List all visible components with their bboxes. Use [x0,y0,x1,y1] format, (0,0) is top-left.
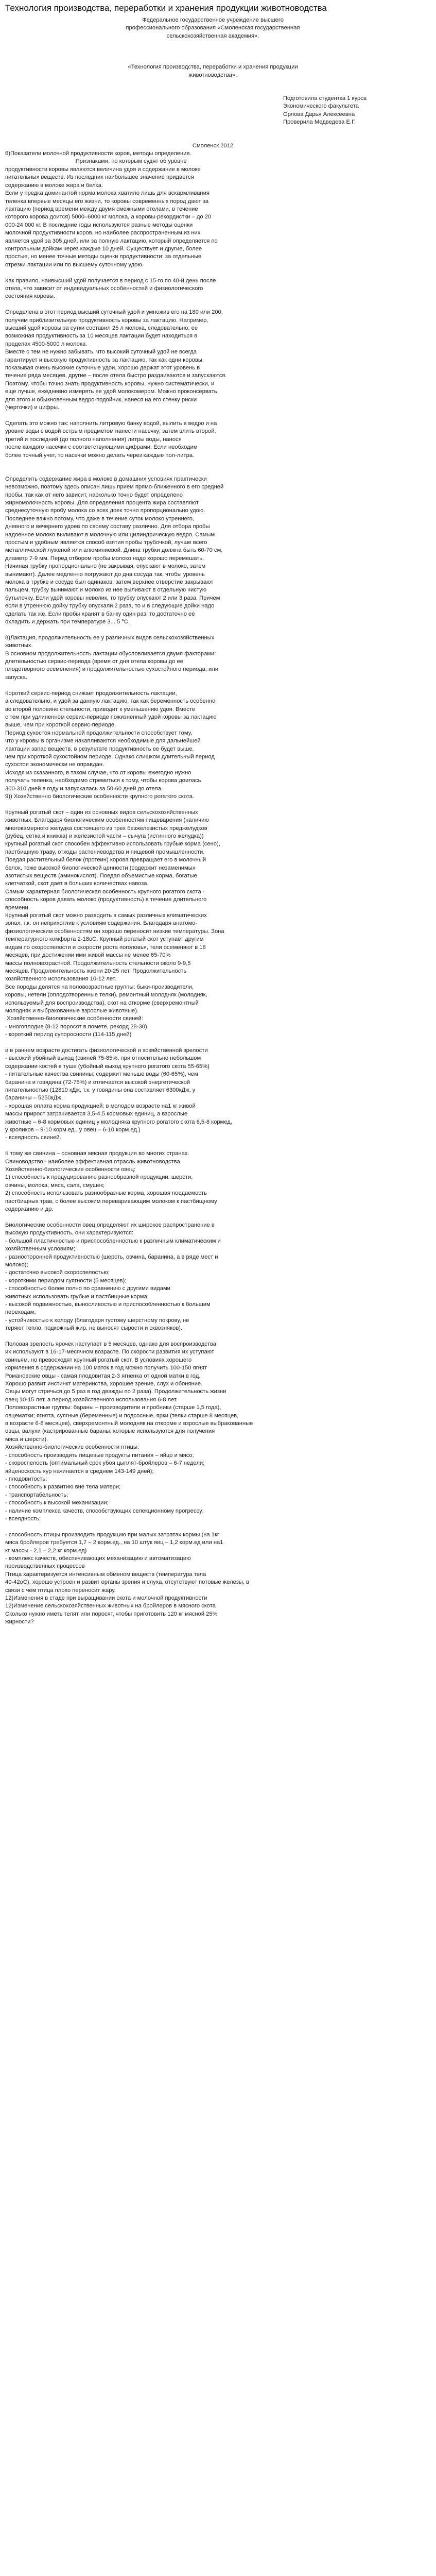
text-line: питательностью (12810 кДж, т.к. у говядины она составляет 6300кДж, у [5,1087,196,1093]
text-line: времени. [5,904,30,911]
text-line: жирности? [5,1619,34,1625]
text-line: возможная продуктивность за 10 месяцев лактации будет находиться в [5,333,198,340]
text-line: выше, чем при короткой сервис-периоде. [5,722,116,728]
text-line: Поедая растительный белок (протеин) корова превращает его в молочный [5,857,206,863]
text-line: Поэтому, чтобы точно знать продуктивность коровы, нужно систематически, и [5,380,215,387]
text-line: Смоленск 2012 [192,142,234,149]
text-line: для этого и обыкновенным ведро-подойник, нанеся на его стенку риски [5,396,197,403]
text-line: кг массы - 2,1 – 2,2 кг корм.ед) [5,1547,87,1554]
text-line: - плодовитость; [5,1476,47,1482]
text-line: молодняк и выбракованные взрослые животные). [5,1007,139,1014]
text-line: животных. Благодаря биологическим особенностям пищеварения (наличию [5,817,209,824]
text-line: месяцев. Продолжительность жизни 20-25 лет. Продолжительность [5,968,187,974]
text-line: - достаточно высокой скороспелостью; [5,1269,110,1276]
text-line: которого корова доится) 5000–6000 кг молока, а коровы-рекордистки – до 20 [5,214,212,221]
text-line [5,682,421,689]
text-line: связи с чем птица плохо переносит жару. [5,1587,116,1594]
text-line: Сколько нужно иметь телят или поросят, чтобы приготовить 120 кг мясной 25% [5,1611,218,1617]
text-line: - скороспелость (оптимальный срок убоя цыплят-бройлеров – 6-7 недели; [5,1460,205,1467]
text-line: - способность к развитию вне тела матери; [5,1484,121,1490]
signature-block [5,95,421,127]
text-line: яйценоскость кур начинается в среднем 143-149 дней); [5,1468,154,1475]
text-line: - высокой подвижностью, выносливостью и приспособленностью к большим [5,1301,211,1308]
text-line: зонах, т.к. он неприхотлив к условиям содержания. Благодаря анатомо- [5,920,198,927]
centered-block [5,142,421,150]
text-line: - способность производить пищевые продукты питания – яйцо и мясо; [5,1452,194,1459]
text-line: отрезки лактации или по высшему суточному удою. [5,261,144,268]
text-line: Хозяйственно-биологические особенности свиней: [5,1015,143,1022]
text-line: длительностью сервис-периода (время от дня отела коровы до ее [5,658,183,665]
text-line: Птица характеризуется интенсивным обменом веществ (температура тела [5,1571,206,1578]
text-line: сделать так же. Если пробы хранят в банку один раз, то достаточно ее [5,611,195,617]
text-line: теряют тепло, подкожный жир, не выносят сырости и сквозняков). [5,1325,183,1332]
text-line: Определена в этот период высший суточный удой и умножив его на 180 или 200, [5,309,223,316]
text-line: Хорошо развит инстинкт материнства, хорошее зрение, слух и обоняние. [5,1381,203,1387]
text-line: - устойчивостью к холоду (благодаря густому шерстному покрову, не [5,1317,189,1324]
text-line: массы прирост затрачивается 3,5-4,5 кормовых единиц, а взрослые [5,1111,188,1117]
text-line: если в утреннюю дойку трубку опускали 2 раза, то и в следующие дойки надо [5,603,215,609]
text-line: высший удой коровы за сутки составил 25 л молока, следовательно, ее [5,325,198,331]
text-line: показывая очень высокие суточные удои, хорошо держат этот уровень в [5,365,200,371]
text-line: овцематки; ягнята, суягные (беременные) и подсосные, ярки (телки старше 8 месяцев, [5,1412,239,1419]
text-line: способность коров давать молоко (продуктивность) в течение длительного [5,896,207,903]
text-line: а следовательно, и удой за данную лактацию, так как беременность особенно [5,698,216,705]
text-line: Экономического факультета [283,103,359,110]
text-line: - способность птицы производить продукцию при малых затратах кормы (на 1кг [5,1531,219,1538]
text-line: 2) способность использовать разнообразные корма, хорошая поедаемость [5,1190,207,1197]
text-line: охладить и держать при температуре 3... 5 °С. [5,619,130,625]
text-line: более точный учет, то насечки можно делать через каждые пол-литра. [5,452,195,459]
text-line [5,460,421,467]
text-line: третий и последний (до полного наполнения) литры воды, нанося [5,436,182,443]
text-line: с тем при удлиненном сервис-периоде пожизненный удой коровы за лактацию [5,714,217,720]
text-line: Проверила Медведева Е.Г. [283,119,356,126]
text-line: металлической луженой или алюминиевой. Длина трубки должна быть 60-70 см, [5,547,223,554]
text-line: овцы, валухи (кастрированные бараны, которые используются для получения [5,1428,215,1435]
text-line: лактации запас веществ, в результате продуктивность ее будет выше, [5,745,194,752]
text-line: является удой за 305 дней, или за полную лактацию, который определяется по [5,238,218,244]
text-line: Овцы могут стричься до 5 раз в год дважды по 2 раза). Продолжительность жизни [5,1388,226,1395]
text-line: Хозяйственно-биологические особенности овец: [5,1166,135,1173]
text-line: - большой пластичностью и приспособленностью к различным климатическим и [5,1238,221,1244]
text-line: животных использовать грубые и пастбищные корма; [5,1293,149,1300]
centered-block [5,63,421,79]
text-line: месяцев, при достижении ими живой массы не менее 65-70% [5,952,171,959]
text-line: что у коровы в организме накапливаются необходимые для дальнейшей [5,738,201,744]
text-line: отела, что зависит от индивидуальных особенностей и физиологического [5,285,203,292]
text-line: Короткий сервис-период снижает продолжительность лактации, [5,690,177,697]
text-line [5,801,421,808]
text-line: бутылочку. Если удой коровы невелик, то трубку опускают 2 или 3 раза. Причем [5,595,220,601]
text-line: пальцем, трубку вынимают и молоко из нее выливают в отдельную чистую [5,587,207,594]
text-line: хозяйственного использования 10-12 лет. [5,976,116,982]
text-line: овец 10-15 лет, а период хозяйственного использования 6-8 лет. [5,1396,178,1403]
text-line: «Технология производства, переработки и хранения продукции [128,64,298,71]
text-line: - наличие комплекса качеств, способствующих селекционному прогрессу; [5,1507,204,1514]
text-line [5,412,421,419]
document-body [5,16,421,1626]
text-line: вынимают). Далее медленно погружают до дна сосуда так, чтобы уровень [5,571,205,578]
text-line: Вместе с тем не нужно забывать, что высокий суточный удой не всегда [5,349,197,355]
text-line: содержанию в молоке жира и белка. [5,182,103,189]
text-line: Все породы делятся на половозрастные группы: быки-производители, [5,984,194,990]
text-line: крупный рогатый скот способен эффективно использовать грубые корма (сено), [5,841,220,848]
text-line: (рубец, сетка и книжка) и железистой части – сычуга (истинного желудка)) [5,833,204,839]
text-line: пастбищную траву, отходы растениеводства и пищевой промышленности. [5,849,205,855]
text-line: физиологическим особенностям он хорошо переносит низкие температуры. Зона [5,928,224,935]
text-line [5,467,421,475]
text-line: массы полновозрастной. Продолжительность стельности около 9-9,5 [5,960,191,967]
text-line: Период сухостоя нормальной продолжительности способствует тому, [5,730,193,736]
text-line: Свиноводство - наиболее эффективная отрасль животноводства. [5,1158,182,1165]
text-line: Если у предка доминантой норма молока хватило лишь для вскармливания [5,190,210,197]
blank-line [5,79,421,87]
text-line: К тому же свинина – основная мясная продукция во многих странах. [5,1150,189,1157]
blank-line [5,87,421,95]
text-line: баранина и говядина (72-75%) и отличается высокой энергетической [5,1079,190,1086]
text-line: пастбищных трав, с более высоким переваривающим молоком к пастбищному [5,1198,217,1205]
text-line: - короткий период супоросности (114-115 дней) [5,1031,132,1038]
text-line: 6)Показатели молочной продуктивности коров, методы определения. [5,150,191,157]
text-line: пределах 4500-5000 л молока. [5,341,88,347]
text-line: и в раннем возрасте достигать физиологической и хозяйственной зрелости [5,1047,208,1054]
text-line: Сделать это можно так: наполнить литровую банку водой, вылить в ведро и на [5,420,217,427]
text-line: - транспортабельность; [5,1492,68,1498]
text-line: животных. [5,642,33,649]
text-line: Половозрастные группы: бараны – производители и пробники (старше 1,5 года), [5,1404,221,1411]
text-line: Исходя из сказанного, в таком случае, что от коровы ежегодно нужно [5,769,191,776]
text-line: коровы, нетели (оплодотворенные телки), ремонтный молодняк (молодняк, [5,992,207,998]
text-line: - высокий убойный выход (свиней 75-85%, при относительно небольшом [5,1055,201,1062]
text-line: еще лучше, ежедневно измерять ее удой молокомером. Можно проконсервать [5,388,217,395]
centered-block [5,16,421,40]
text-line [5,1039,421,1047]
text-line: пробы, так как от него зависит, насколько точно будет определено [5,492,183,498]
text-line: Биологические особенности овец определяют их широкое распространение в [5,1222,215,1228]
text-line: Начиная трубку пропорционально (не закрывая, опускают в молоко, затем [5,563,206,570]
text-line: - всеядность; [5,1515,41,1522]
text-line: молочной продуктивности коров, но наиболее распространенным из них [5,230,201,236]
text-line: Последнее важно потому, что даже в течение суток молоко утреннего, [5,515,195,522]
text-line: содержании костей в туше (убойный выход крупного рогатого скота 55-65%) [5,1063,210,1070]
text-line: Половая зрелость ярочек наступает в 5 месяцев, однако для воспроизводства [5,1341,217,1347]
text-line: - комплекс качеств, обеспечивающих механизацию и автоматизацию [5,1555,191,1562]
text-line: после каждого насечки с соответствующими цифрами. Если необходим [5,444,198,451]
text-line [5,1333,421,1341]
text-line: температурного комфорта 2-18оС. Крупный рогатый скот уступает другим [5,936,204,943]
text-line: сельскохозяйственная академия». [166,32,259,39]
text-line: молоко); [5,1261,28,1268]
text-line: молока в трубке и сосуде был одинаков, затем верхнее отверстие закрывают [5,579,214,585]
text-line: мяса и шерсти). [5,1436,48,1443]
document-title: Технология производства, переработки и хранения продукции животноводства [5,3,327,13]
text-line: уровне воды с водой острым предметом нанести насечку; затем влить второй, [5,428,216,435]
text-line: 000-24 000 кг. В последние годы используются разные методы оценки [5,222,193,228]
body-text [5,150,421,1626]
text-line: невозможно, поэтому здесь описан лишь прием прямо-ближенного в его средней [5,484,224,490]
text-line: запуска. [5,674,27,681]
text-line: дневного и вечернего удоев по своему составу различно. Для отбора пробы [5,523,210,530]
text-line: Подготовила студентка 1 курса [283,95,367,102]
text-line: питательных веществ. Из последних наибольшее значение придается [5,174,194,181]
text-line: производственных процессов [5,1563,85,1570]
text-line: 8)Лактация, продолжительность ее у различных видов сельскохозяйственных [5,634,215,641]
text-line: получим приблизительную продуктивность коровы за лактацию. Например, [5,317,208,324]
blank-line [5,48,421,56]
text-line: 1) способность к продуцированию разнообразной продукции: шерсти, [5,1174,193,1181]
text-line: - питательные качества свинины; содержит меньше воды (60-65%), чем [5,1071,198,1078]
text-line: (черточки) и цифры. [5,404,60,411]
text-line: теленка впервые месяцы его жизни, то коровы современных пород дают за [5,198,209,205]
text-line: многокамерного желудка состоящего из трех безжелезистых преджелудков [5,825,207,832]
text-line: Федеральное государственное учреждение высшего [142,17,284,23]
text-line: течение ряда месяцев, другие – после отела быстро раздаиваются и запускаются. [5,372,227,379]
text-line: содержанию и др. [5,1206,54,1213]
text-line: Крупный рогатый скот можно разводить в самых различных климатических [5,912,207,919]
text-line: клетчаткой, скот дает в больших количествах навоза. [5,880,149,887]
text-line [5,269,421,277]
text-line [5,1142,421,1150]
text-line: - разносторонней продуктивностью (шерсть, овчина, баранина, а в ряде мест и [5,1253,218,1260]
text-line: Орлова Дарья Алексеевна [283,111,355,117]
text-line: Хозяйственно-биологические особенности птицы: [5,1444,139,1451]
text-line: лактацию (период времени между двумя смежными отелами, в течение [5,206,198,212]
text-line: жирномолочность коровы. Для определения процента жира составляют [5,499,199,506]
text-line: свиньям, но превосходят крупный рогатый скот. В условиях хорошего [5,1357,192,1363]
text-line: белок, тоже высокой биологической ценности (содержит незаменимых [5,865,196,871]
text-line: их используют в 16-17-месячном возрасте. По скорости развития их уступают [5,1349,214,1355]
text-line: продуктивности коровы являются величина удоя и содержание в молоке [5,166,201,173]
text-line: 12)Изменение сельскохозяйственных животных на бройлеров в мясного скота [5,1603,216,1609]
text-line: состояния коровы. [5,293,56,300]
text-line: профессионального образования «Смоленская государственная [126,25,300,31]
text-line: - многоплодие (8-12 поросят в помете, рекорд 28-30) [5,1023,147,1030]
text-line: кормления в содержании на 100 маток в год можно получить 100-150 ягнят [5,1365,207,1371]
text-line: Самым характерная биологическая особенность крупного рогатого скота - [5,888,205,895]
text-line: получать теленка, необходимо стремиться к тому, чтобы корова доилась [5,777,201,784]
text-line: в возрасте 6-8 месяцев), сверхремонтный молодняк на откорме и взрослые выбракованные [5,1420,253,1427]
text-line [5,1523,421,1531]
text-line: - всеядность свиней. [5,1134,61,1141]
text-line [5,626,421,634]
text-line: гарантирует и высокую продуктивность за лактацию, так как одни коровы, [5,357,204,363]
text-line: - способность к высокой механизации; [5,1500,109,1506]
text-line: среднесуточную пробу молока со всех доек точно пропорционально удою. [5,507,205,514]
text-line: - хорошая оплата корма продукцией: в молодом возрасте на1 кг живой [5,1103,196,1109]
text-line [5,1214,421,1222]
text-line: видам по скороспелости и скорости роста поголовья, тели осеменяют в 18 [5,944,206,951]
text-line: В основном продолжительность лактации обусловливается двумя факторами: [5,650,216,657]
text-line: животноводства». [188,72,237,78]
text-line: - короткими периодом суягности (5 месяцев); [5,1277,127,1284]
text-line: баранины – 5250кДж. [5,1095,63,1101]
text-line: сухостоя экономически не оправдан. [5,761,104,768]
blank-line [5,134,421,142]
text-line: животные – 6-8 кормовых единиц у молодняка крупного рогатого скота 6,5-8 кормед, [5,1118,232,1125]
blank-line [5,40,421,48]
text-line: азотистых веществ (аминокислот). Поедая объемистые корма, богатые [5,873,197,879]
text-line: надоенное молоко выливают в молочную или цилиндрическую ведро. Самым [5,531,215,538]
text-line: - способностью более полно по сравнению с другими видами [5,1285,170,1292]
text-line: чем при короткой сухостойном периоде. Однако слишком длительный период [5,753,215,760]
blank-line [5,56,421,63]
text-line: Как правило, наивысший удой получается в период с 15-го по 40-й день после [5,277,216,284]
text-line: у кроликов – 9-10 корм.ед., у овец – 6-10 корм.ед.) [5,1127,141,1133]
text-line: используемый для воспроизводства), скот на откорме (сверхремонтный [5,999,199,1006]
text-line: простым и удобным является способ взятия пробы трубочкой, лучше всего [5,539,207,546]
text-line: во второй половине стельности, приводит к уменьшению удоя. Вместе [5,706,196,713]
text-line: плодотворного осеменения) и продолжительностью сухостойного периода, или [5,666,219,673]
text-line: диаметр 7-9 мм. Перед отбором пробы молоко надо хорошо перемешать. [5,555,204,562]
text-line: 40-42оС), хорошо устроен и развит органы зрения и слуха, отсутствуют потовые железы, в [5,1579,249,1586]
text-line: простые, но менее точные методы оценки продуктивности: за отдельные [5,253,202,260]
text-line: 300-310 дней в году и запускалась за 50-60 дней до отела. [5,785,163,792]
text-line: Романовские овцы - самая плодовитая 2-3 ягненка от одной матки в год. [5,1372,201,1379]
blank-line [5,127,421,134]
text-line: овчины, молока, мяса, сала, смушек; [5,1182,105,1189]
text-line: Признаками, по которым судят об уровне [5,158,187,165]
text-line: переходам; [5,1309,36,1316]
text-line [5,301,421,309]
text-line: 9)) Хозяйственно биологические особенности крупного рогатого скота. [5,793,195,800]
text-line: высокую продуктивность, они характеризуются: [5,1230,134,1236]
text-line: 12)Изменения в стаде при выращивании скота и молочной продуктивности [5,1595,207,1601]
text-line: хозяйственным условиям; [5,1246,75,1252]
text-line: мяса бройлеров требуется 1,7 – 2 корм.ед., на 10 штук яиц – 1,2 корм.ед или на1 [5,1539,223,1546]
text-line: Крупный рогатый скот – один из основных видов сельскохозяйственных [5,809,198,816]
text-line: Определить содержание жира в молоке в домашних условиях практически [5,476,207,482]
text-line: контрольным дойкам через каждые 10 дней. Существует и другие, более [5,245,202,252]
